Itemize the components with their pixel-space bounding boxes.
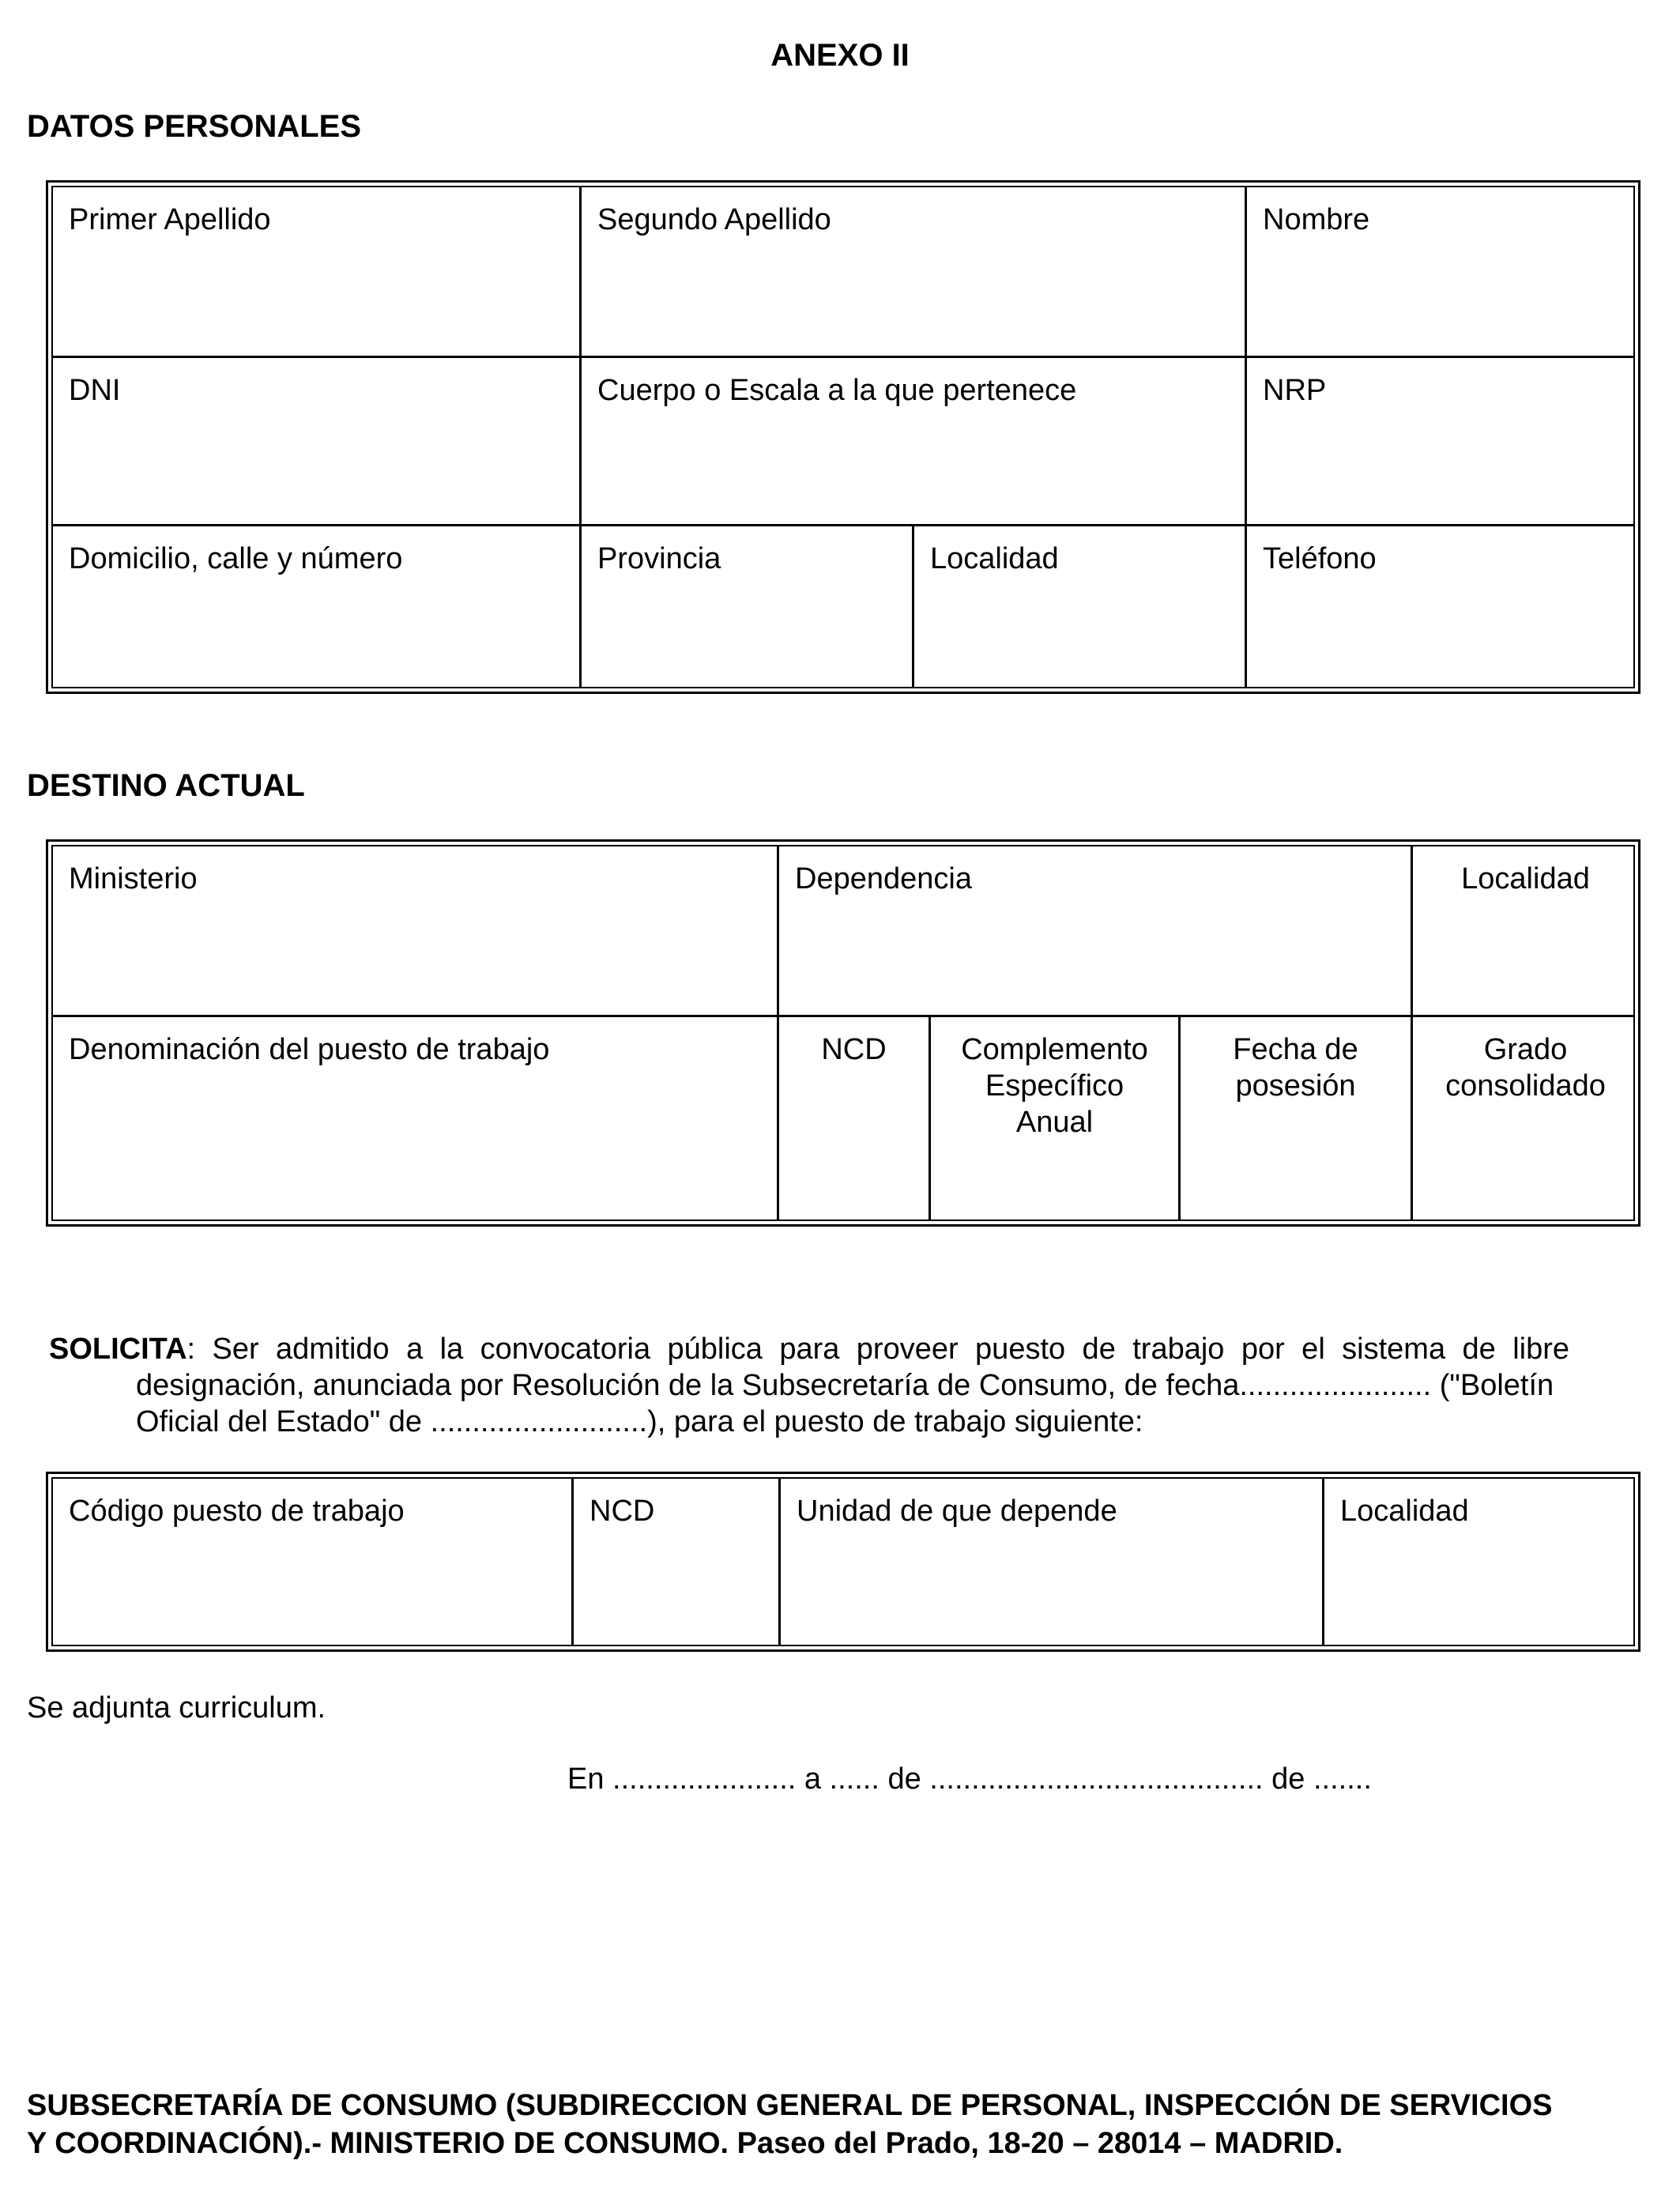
datos-personales-table (46, 180, 1640, 694)
solicita-line-1: SOLICITA: Ser admitido a la convocatoria pública para proveer puesto de trabajo por el sistema de libre (49, 1333, 1569, 1366)
field-denominacion-puesto[interactable]: Denominación del puesto de trabajo (69, 1033, 550, 1066)
field-dependencia[interactable]: Dependencia (795, 862, 972, 895)
solicita-line-2: designación, anunciada por Resolución de la Subsecretaría de Consumo, de fecha....................... ("Boletín (136, 1369, 1554, 1402)
field-telefono[interactable]: Teléfono (1263, 542, 1377, 575)
field-localidad-destino[interactable]: Localidad (1461, 862, 1590, 895)
field-codigo-puesto[interactable]: Código puesto de trabajo (69, 1495, 405, 1528)
field-fecha-posesion[interactable]: Fecha de posesión (1233, 1033, 1358, 1103)
field-primer-apellido[interactable]: Primer Apellido (69, 203, 271, 236)
solicita-label: SOLICITA (49, 1333, 187, 1366)
field-complemento-especifico[interactable]: Complemento Específico Anual (961, 1033, 1148, 1139)
field-localidad-puesto[interactable]: Localidad (1340, 1495, 1469, 1528)
puesto-solicitado-table-inner-border (51, 1477, 1635, 1646)
footer-address (27, 2087, 1639, 2162)
field-cuerpo-escala[interactable]: Cuerpo o Escala a la que pertenece (597, 374, 1077, 407)
datos-personales-table-inner-border (51, 186, 1635, 688)
field-segundo-apellido[interactable]: Segundo Apellido (597, 203, 831, 236)
field-unidad-depende[interactable]: Unidad de que depende (797, 1495, 1117, 1528)
solicita-line-3: Oficial del Estado" de ..........................), para el puesto de trabajo siguiente: (136, 1405, 1143, 1438)
destino-actual-table-inner-border (51, 845, 1635, 1221)
adjunta-curriculum-text: Se adjunta curriculum. (27, 1691, 326, 1725)
field-dni[interactable]: DNI (69, 374, 121, 407)
section-heading-datos-personales: DATOS PERSONALES (27, 109, 362, 144)
field-ncd-destino[interactable]: NCD (821, 1033, 887, 1066)
footer-line-1: SUBSECRETARÍA DE CONSUMO (SUBDIRECCION GENERAL DE PERSONAL, INSPECCIÓN DE SERVICIOS (27, 2089, 1553, 2122)
field-nombre[interactable]: Nombre (1263, 203, 1370, 236)
field-localidad[interactable]: Localidad (930, 542, 1059, 575)
field-nrp[interactable]: NRP (1263, 374, 1327, 407)
field-domicilio[interactable]: Domicilio, calle y número (69, 542, 403, 575)
fecha-lugar-line: En ...................... a ...... de ........................................ de ....... (567, 1762, 1372, 1796)
field-ncd-puesto[interactable]: NCD (590, 1495, 655, 1528)
document-title: ANEXO II (770, 38, 910, 73)
section-heading-destino-actual: DESTINO ACTUAL (27, 768, 305, 803)
puesto-solicitado-table (46, 1472, 1640, 1652)
solicita-paragraph (49, 1331, 1569, 1440)
footer-line-2: Y COORDINACIÓN).- MINISTERIO DE CONSUMO. Paseo del Prado, 18-20 – 28014 – MADRID. (27, 2127, 1343, 2160)
destino-actual-table (46, 839, 1640, 1227)
field-ministerio[interactable]: Ministerio (69, 862, 198, 895)
field-provincia[interactable]: Provincia (597, 542, 721, 575)
field-grado-consolidado[interactable]: Grado consolidado (1445, 1033, 1606, 1103)
